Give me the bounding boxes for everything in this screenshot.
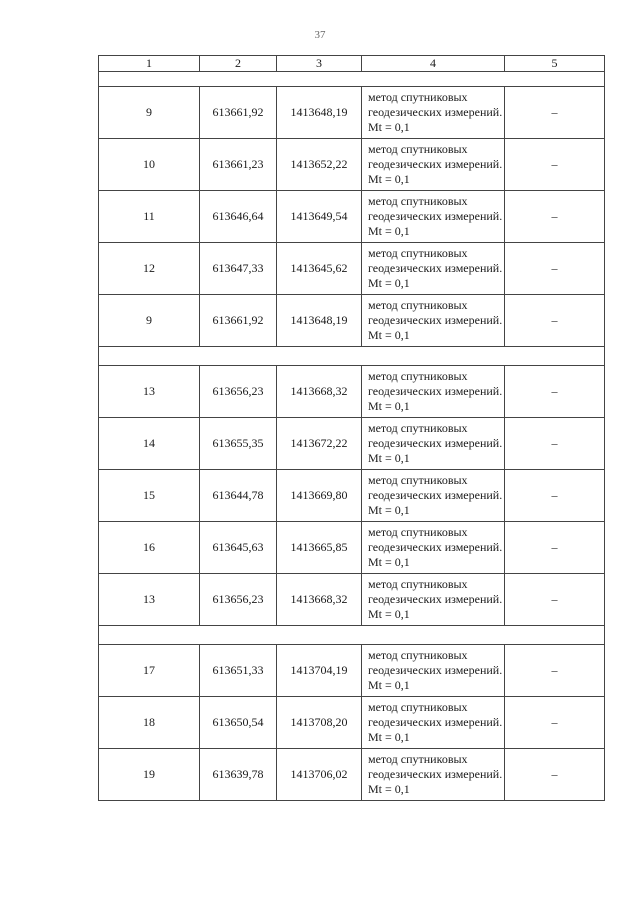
table-row <box>99 295 605 347</box>
method-cell: метод спутниковых геодезических измерений. Mt = 0,1 <box>362 574 505 626</box>
point-number-cell: 14 <box>99 418 200 470</box>
table-row <box>99 191 605 243</box>
group-separator <box>99 347 605 366</box>
group-separator-cell <box>99 626 605 645</box>
header-cell-3: 3 <box>277 56 362 72</box>
y-coordinate-cell: 1413672,22 <box>277 418 362 470</box>
note-cell: – <box>505 645 605 697</box>
table-row <box>99 243 605 295</box>
method-cell: метод спутниковых геодезических измерений. Mt = 0,1 <box>362 749 505 801</box>
group-separator <box>99 626 605 645</box>
x-coordinate-cell: 613655,35 <box>200 418 277 470</box>
y-coordinate-cell: 1413649,54 <box>277 191 362 243</box>
note-cell: – <box>505 191 605 243</box>
note-cell: – <box>505 522 605 574</box>
point-number-cell: 12 <box>99 243 200 295</box>
y-coordinate-cell: 1413706,02 <box>277 749 362 801</box>
x-coordinate-cell: 613661,92 <box>200 87 277 139</box>
table-row <box>99 697 605 749</box>
method-cell: метод спутниковых геодезических измерений. Mt = 0,1 <box>362 243 505 295</box>
x-coordinate-cell: 613650,54 <box>200 697 277 749</box>
point-number-cell: 10 <box>99 139 200 191</box>
header-cell-1: 1 <box>99 56 200 72</box>
method-cell: метод спутниковых геодезических измерений. Mt = 0,1 <box>362 418 505 470</box>
table-row <box>99 749 605 801</box>
x-coordinate-cell: 613656,23 <box>200 366 277 418</box>
method-cell: метод спутниковых геодезических измерений. Mt = 0,1 <box>362 366 505 418</box>
method-cell: метод спутниковых геодезических измерений. Mt = 0,1 <box>362 697 505 749</box>
note-cell: – <box>505 243 605 295</box>
x-coordinate-cell: 613661,23 <box>200 139 277 191</box>
table-row <box>99 418 605 470</box>
table-row <box>99 139 605 191</box>
point-number-cell: 9 <box>99 295 200 347</box>
point-number-cell: 13 <box>99 366 200 418</box>
x-coordinate-cell: 613644,78 <box>200 470 277 522</box>
note-cell: – <box>505 87 605 139</box>
y-coordinate-cell: 1413669,80 <box>277 470 362 522</box>
point-number-cell: 13 <box>99 574 200 626</box>
header-row <box>99 56 605 72</box>
y-coordinate-cell: 1413648,19 <box>277 87 362 139</box>
method-cell: метод спутниковых геодезических измерений. Mt = 0,1 <box>362 191 505 243</box>
note-cell: – <box>505 697 605 749</box>
method-cell: метод спутниковых геодезических измерений. Mt = 0,1 <box>362 470 505 522</box>
note-cell: – <box>505 366 605 418</box>
method-cell: метод спутниковых геодезических измерений. Mt = 0,1 <box>362 87 505 139</box>
x-coordinate-cell: 613656,23 <box>200 574 277 626</box>
x-coordinate-cell: 613645,63 <box>200 522 277 574</box>
x-coordinate-cell: 613646,64 <box>200 191 277 243</box>
x-coordinate-cell: 613639,78 <box>200 749 277 801</box>
point-number-cell: 17 <box>99 645 200 697</box>
note-cell: – <box>505 574 605 626</box>
y-coordinate-cell: 1413704,19 <box>277 645 362 697</box>
table-row <box>99 470 605 522</box>
point-number-cell: 15 <box>99 470 200 522</box>
point-number-cell: 16 <box>99 522 200 574</box>
point-number-cell: 9 <box>99 87 200 139</box>
table-row <box>99 366 605 418</box>
y-coordinate-cell: 1413665,85 <box>277 522 362 574</box>
method-cell: метод спутниковых геодезических измерений. Mt = 0,1 <box>362 522 505 574</box>
table-row <box>99 574 605 626</box>
y-coordinate-cell: 1413645,62 <box>277 243 362 295</box>
y-coordinate-cell: 1413652,22 <box>277 139 362 191</box>
group-separator-cell <box>99 347 605 366</box>
y-coordinate-cell: 1413668,32 <box>277 366 362 418</box>
table-row <box>99 87 605 139</box>
group-separator-cell <box>99 72 605 87</box>
coordinates-table <box>98 55 605 801</box>
header-cell-4: 4 <box>362 56 505 72</box>
table-row <box>99 522 605 574</box>
x-coordinate-cell: 613651,33 <box>200 645 277 697</box>
header-cell-5: 5 <box>505 56 605 72</box>
point-number-cell: 11 <box>99 191 200 243</box>
y-coordinate-cell: 1413668,32 <box>277 574 362 626</box>
point-number-cell: 19 <box>99 749 200 801</box>
note-cell: – <box>505 295 605 347</box>
x-coordinate-cell: 613661,92 <box>200 295 277 347</box>
group-separator <box>99 72 605 87</box>
note-cell: – <box>505 749 605 801</box>
header-cell-2: 2 <box>200 56 277 72</box>
method-cell: метод спутниковых геодезических измерений. Mt = 0,1 <box>362 295 505 347</box>
y-coordinate-cell: 1413648,19 <box>277 295 362 347</box>
y-coordinate-cell: 1413708,20 <box>277 697 362 749</box>
method-cell: метод спутниковых геодезических измерений. Mt = 0,1 <box>362 139 505 191</box>
x-coordinate-cell: 613647,33 <box>200 243 277 295</box>
point-number-cell: 18 <box>99 697 200 749</box>
page-number: 37 <box>314 29 326 41</box>
note-cell: – <box>505 470 605 522</box>
note-cell: – <box>505 139 605 191</box>
note-cell: – <box>505 418 605 470</box>
table-row <box>99 645 605 697</box>
method-cell: метод спутниковых геодезических измерений. Mt = 0,1 <box>362 645 505 697</box>
coordinates-table-body <box>99 56 605 801</box>
